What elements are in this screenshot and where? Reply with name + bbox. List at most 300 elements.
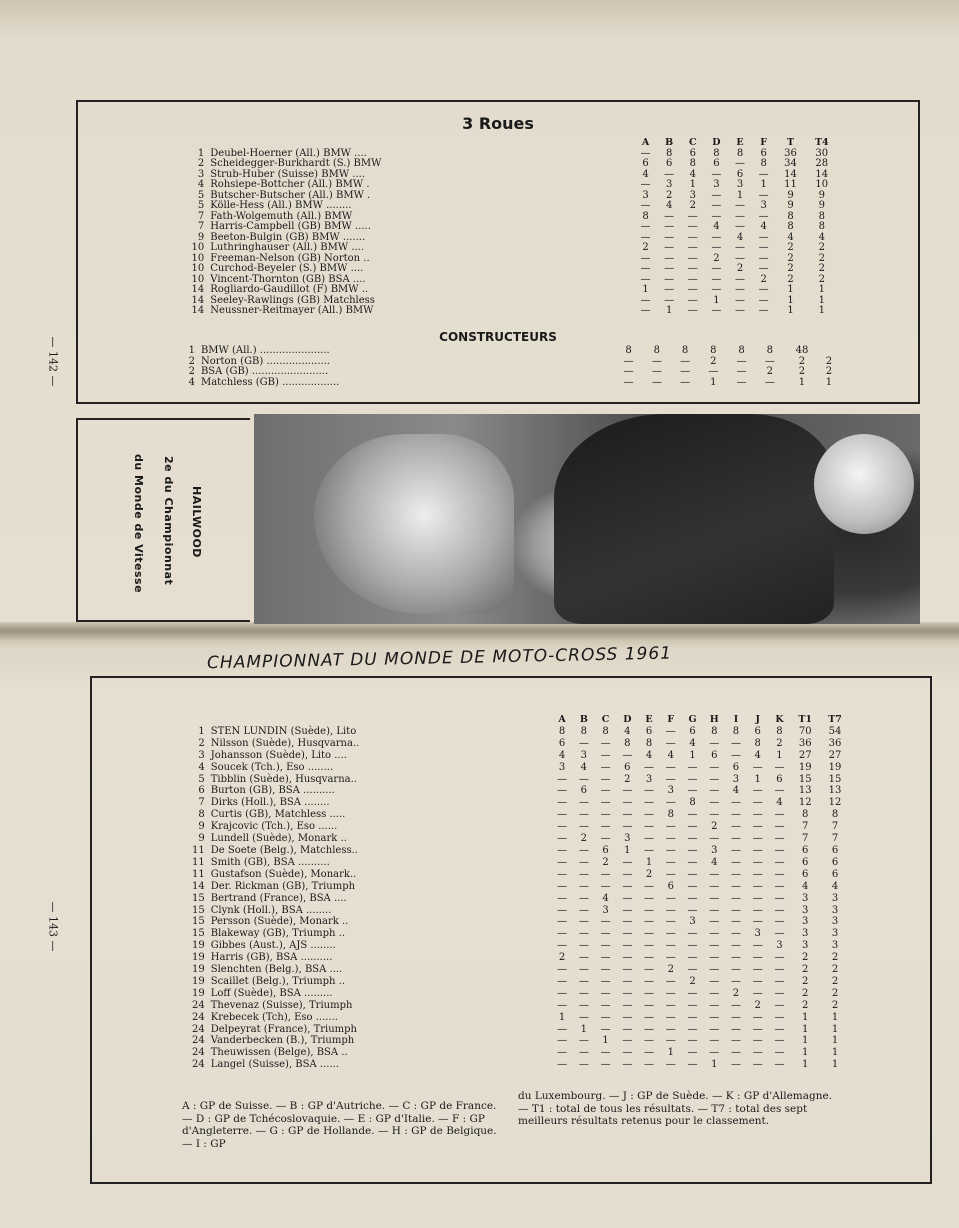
value-cell: 2 (732, 987, 740, 999)
value-cell: — (730, 952, 741, 964)
value-cell: — (600, 940, 611, 952)
value-cell: — (735, 284, 746, 295)
table-row (170, 857, 850, 869)
rank-cell: 15 (192, 904, 205, 916)
name-cell: Loff (Suède), BSA ......... (210, 987, 333, 999)
value-cell: — (709, 892, 720, 904)
value-cell: — (557, 916, 568, 928)
value-cell: — (752, 1059, 763, 1071)
value-cell: — (651, 376, 662, 388)
value-cell: — (644, 880, 655, 892)
rank-cell: 3 (197, 168, 205, 180)
value-cell: — (578, 797, 589, 809)
value-cell: — (600, 1059, 611, 1071)
value-cell: 8 (738, 345, 745, 356)
value-cell: 2 (787, 252, 794, 264)
value-cell: — (600, 737, 611, 749)
value-cell: 1 (665, 305, 673, 316)
value-cell: — (687, 904, 698, 916)
name-cell: Theuwissen (Belge), BSA .. (210, 1047, 348, 1059)
value-cell: 4 (736, 231, 744, 243)
value-cell: — (687, 964, 698, 976)
value-cell: 3 (802, 916, 809, 928)
name-cell: Gibbes (Aust.), AJS ........ (210, 940, 336, 952)
value-cell: — (711, 273, 722, 285)
value-cell: 8 (736, 147, 744, 159)
value-cell: — (644, 1011, 655, 1023)
name-cell: Blakeway (GB), Triumph .. (210, 928, 346, 940)
rank-cell: 19 (192, 964, 205, 976)
value-cell: 4 (776, 797, 783, 809)
value-cell: — (578, 1035, 589, 1047)
column-header: I (733, 714, 739, 725)
value-cell: 1 (558, 1011, 566, 1023)
value-cell: — (664, 242, 675, 253)
rank-cell: 8 (198, 809, 205, 821)
column-header: F (667, 714, 675, 725)
value-cell: — (644, 785, 655, 797)
value-cell: 14 (784, 168, 797, 180)
value-cell: — (664, 284, 675, 295)
rank-cell: 6 (198, 785, 205, 797)
rank-cell: 2 (188, 366, 195, 377)
name-cell: Soucek (Tch.), Eso ........ (210, 761, 334, 773)
value-cell: — (711, 305, 722, 316)
value-cell: — (622, 999, 633, 1011)
rank-cell: 1 (197, 147, 205, 159)
value-cell: 6 (831, 844, 839, 856)
value-cell: — (578, 844, 589, 856)
rank-cell: 15 (192, 916, 205, 928)
value-cell: 2 (754, 999, 761, 1011)
value-cell: 8 (689, 158, 696, 169)
value-cell: — (622, 809, 633, 821)
table-row (166, 222, 838, 233)
value-cell: 1 (818, 294, 825, 306)
value-cell: 4 (831, 880, 839, 892)
value-cell: 1 (645, 856, 653, 868)
column-header: T1 (798, 714, 813, 725)
rank-cell: 24 (192, 999, 205, 1011)
value-cell: 1 (787, 284, 794, 295)
value-cell: — (640, 263, 651, 274)
value-cell: — (578, 880, 589, 892)
value-cell: — (752, 940, 763, 952)
rank-cell: 19 (192, 975, 205, 987)
value-cell: — (774, 975, 785, 987)
value-cell: — (600, 1011, 611, 1023)
name-cell: De Soete (Belg.), Matchless.. (210, 844, 358, 856)
value-cell: — (622, 880, 633, 892)
value-cell: — (622, 892, 633, 904)
value-cell: 1 (831, 1023, 839, 1035)
value-cell: 2 (798, 366, 806, 377)
value-cell: — (709, 1035, 720, 1047)
value-cell: — (578, 916, 589, 928)
value-cell: 1 (831, 1035, 839, 1047)
value-cell: 4 (580, 761, 588, 773)
value-cell: 2 (831, 952, 839, 964)
value-cell: — (600, 868, 611, 880)
value-cell: — (665, 940, 676, 952)
value-cell: 2 (776, 737, 783, 749)
table-row (170, 726, 850, 738)
value-cell: — (735, 294, 746, 306)
column-header: D (712, 137, 721, 148)
name-cell: Neussner-Reitmayer (All.) BMW (210, 305, 374, 316)
table-row (170, 750, 850, 762)
table-row (170, 833, 850, 845)
value-cell: 3 (713, 179, 720, 190)
value-cell: — (758, 189, 769, 201)
value-cell: — (758, 210, 769, 222)
table-row (170, 797, 850, 809)
value-cell: 8 (558, 725, 566, 737)
value-cell: — (711, 200, 722, 211)
value-cell: — (752, 797, 763, 809)
name-cell: Clynk (Holl.), BSA ........ (210, 904, 332, 916)
value-cell: — (687, 284, 698, 295)
rank-cell: 14 (192, 880, 205, 892)
value-cell: 8 (802, 809, 809, 821)
book-fold (0, 622, 959, 640)
rank-cell: 5 (197, 200, 205, 211)
value-cell: 2 (831, 987, 839, 999)
value-cell: — (557, 797, 568, 809)
value-cell: — (730, 749, 741, 761)
value-cell: — (680, 376, 691, 388)
value-cell: 1 (818, 284, 825, 295)
value-cell: — (640, 252, 651, 264)
value-cell: — (665, 856, 676, 868)
value-cell: 8 (818, 210, 825, 222)
rank-cell: 5 (197, 189, 205, 201)
table-row (170, 821, 850, 833)
value-cell: 4 (602, 892, 609, 904)
rank-cell: 14 (191, 305, 205, 316)
value-cell: — (709, 928, 720, 940)
column-header: T7 (828, 714, 842, 725)
value-cell: 1 (689, 179, 696, 190)
value-cell: — (711, 284, 722, 295)
value-cell: 6 (665, 158, 673, 169)
rank-cell: 10 (191, 273, 205, 285)
rank-cell: 2 (198, 737, 205, 749)
caption-name: HAILWOOD (190, 486, 203, 558)
value-cell: 2 (689, 200, 696, 211)
value-cell: 1 (642, 284, 649, 295)
motocross-table (170, 714, 850, 1071)
value-cell: — (578, 1059, 589, 1071)
value-cell: — (622, 987, 633, 999)
value-cell: — (774, 856, 785, 868)
column-header: T4 (814, 137, 829, 148)
value-cell: 3 (802, 940, 809, 952)
value-cell: 36 (798, 737, 812, 749)
rank-cell: 24 (192, 1011, 205, 1023)
value-cell: 6 (754, 725, 761, 737)
value-cell: — (774, 833, 785, 845)
rank-cell: 4 (188, 376, 195, 388)
value-cell: 6 (802, 844, 809, 856)
value-cell: 3 (760, 200, 767, 211)
value-cell: 6 (831, 868, 839, 880)
value-cell: 6 (558, 737, 566, 749)
value-cell: — (600, 785, 611, 797)
value-cell: 8 (818, 221, 825, 232)
value-cell: 8 (681, 345, 689, 356)
rank-cell: 1 (198, 725, 205, 737)
rank-cell: 7 (197, 221, 205, 232)
value-cell: 3 (802, 928, 809, 940)
value-cell: — (557, 785, 568, 797)
table-row (166, 346, 838, 357)
value-cell: 8 (710, 345, 717, 356)
value-cell: — (665, 844, 676, 856)
value-cell: — (644, 761, 655, 773)
value-cell: — (557, 904, 568, 916)
value-cell: — (752, 987, 763, 999)
value-cell: — (644, 916, 655, 928)
value-cell: 1 (602, 1035, 609, 1047)
value-cell: — (730, 737, 741, 749)
value-cell: — (622, 868, 633, 880)
rider-helmet (814, 434, 914, 534)
value-cell: 27 (798, 749, 812, 761)
value-cell: — (736, 376, 747, 388)
rank-cell: 3 (198, 749, 205, 761)
value-cell: 2 (802, 975, 809, 987)
value-cell: 8 (766, 345, 774, 356)
value-cell: — (687, 252, 698, 264)
value-cell: 13 (798, 785, 812, 797)
value-cell: 2 (818, 273, 825, 285)
value-cell: 3 (624, 833, 631, 845)
value-cell: — (709, 964, 720, 976)
value-cell: 2 (802, 952, 809, 964)
value-cell: — (665, 892, 676, 904)
value-cell: — (774, 952, 785, 964)
value-cell: 6 (802, 868, 809, 880)
value-cell: — (711, 242, 722, 253)
value-cell: — (730, 797, 741, 809)
value-cell: — (687, 221, 698, 232)
name-cell: Tibblin (Suède), Husqvarna.. (210, 773, 357, 785)
value-cell: 8 (689, 797, 696, 809)
value-cell: — (644, 809, 655, 821)
value-cell: 8 (665, 147, 673, 159)
table-row (170, 893, 850, 905)
value-cell: — (665, 1011, 676, 1023)
value-cell: 3 (802, 904, 809, 916)
value-cell: — (764, 355, 775, 367)
rank-cell: 14 (191, 294, 205, 306)
value-cell: — (665, 773, 676, 785)
value-cell: 3 (732, 773, 740, 785)
rank-cell: 24 (192, 1047, 205, 1059)
value-cell: — (758, 263, 769, 274)
value-cell: — (622, 916, 633, 928)
value-cell: — (711, 189, 722, 201)
value-cell: — (709, 999, 720, 1011)
value-cell: 27 (828, 749, 842, 761)
name-cell: Rohsiepe-Bottcher (All.) BMW . (210, 179, 370, 190)
name-cell: Scaillet (Belg.), Triumph .. (210, 975, 346, 987)
value-cell: — (557, 856, 568, 868)
value-cell: 2 (818, 252, 825, 264)
value-cell: 2 (825, 355, 833, 367)
value-cell: — (557, 1059, 568, 1071)
value-cell: 3 (831, 916, 839, 928)
name-cell: Slenchten (Belg.), BSA .... (210, 964, 343, 976)
value-cell: — (687, 1023, 698, 1035)
value-cell: — (622, 904, 633, 916)
value-cell: 1 (760, 179, 767, 190)
value-cell: 6 (802, 856, 809, 868)
value-cell: — (622, 1059, 633, 1071)
value-cell: — (640, 294, 651, 306)
column-header: B (579, 714, 588, 725)
value-cell: — (665, 821, 676, 833)
value-cell: 8 (624, 737, 631, 749)
three-wheels-box (76, 100, 920, 404)
value-cell: — (622, 856, 633, 868)
value-cell: — (622, 928, 633, 940)
value-cell: 4 (760, 221, 767, 232)
value-cell: — (665, 833, 676, 845)
value-cell: — (774, 785, 785, 797)
name-cell: Matchless (GB) .................. (200, 376, 340, 388)
value-cell: 8 (711, 725, 718, 737)
value-cell: — (665, 999, 676, 1011)
value-cell: — (557, 809, 568, 821)
value-cell: 8 (667, 809, 674, 821)
value-cell: 7 (802, 821, 809, 833)
value-cell: — (709, 833, 720, 845)
value-cell: — (644, 952, 655, 964)
table-row (170, 1000, 850, 1012)
value-cell: 2 (825, 366, 833, 377)
value-cell: — (622, 975, 633, 987)
value-cell: — (709, 940, 720, 952)
value-cell: 4 (624, 725, 631, 737)
value-cell: — (665, 761, 676, 773)
value-cell: — (600, 1047, 611, 1059)
name-cell: Burton (GB), BSA .......... (210, 785, 335, 797)
value-cell: 6 (713, 158, 720, 169)
value-cell: 2 (787, 273, 794, 285)
value-cell: 2 (831, 975, 839, 987)
value-cell: — (730, 928, 741, 940)
value-cell: — (600, 999, 611, 1011)
value-cell: 1 (787, 305, 794, 316)
page-number-top: — 142 — (46, 336, 60, 387)
value-cell: 6 (689, 147, 696, 159)
motocross-title: CHAMPIONNAT DU MONDE DE MOTO-CROSS 1961 (206, 643, 673, 674)
value-cell: — (557, 987, 568, 999)
value-cell: 1 (710, 376, 717, 388)
table-row (170, 976, 850, 988)
value-cell: 3 (754, 928, 761, 940)
value-cell: — (752, 916, 763, 928)
value-cell: — (709, 1011, 720, 1023)
value-cell: — (665, 725, 676, 737)
value-cell: — (665, 952, 676, 964)
value-cell: — (709, 761, 720, 773)
value-cell: — (644, 999, 655, 1011)
table-row (170, 1024, 850, 1036)
value-cell: — (644, 797, 655, 809)
rank-cell: 5 (198, 773, 205, 785)
value-cell: 3 (711, 844, 718, 856)
table-row (170, 1047, 850, 1059)
rank-cell: 7 (198, 797, 205, 809)
value-cell: — (709, 797, 720, 809)
value-cell: — (557, 1023, 568, 1035)
column-header: K (775, 714, 784, 725)
value-cell: — (758, 284, 769, 295)
column-header: E (645, 714, 653, 725)
value-cell: — (578, 975, 589, 987)
value-cell: — (664, 273, 675, 285)
name-cell: Kölle-Hess (All.) BMW ........ (210, 200, 352, 211)
value-cell: 4 (558, 749, 566, 761)
value-cell: 3 (667, 785, 674, 797)
value-cell: — (774, 880, 785, 892)
value-cell: — (664, 168, 675, 180)
value-cell: — (640, 273, 651, 285)
value-cell: 6 (667, 880, 674, 892)
table-row (170, 916, 850, 928)
rank-cell: 14 (191, 284, 205, 295)
value-cell: — (557, 773, 568, 785)
value-cell: — (687, 809, 698, 821)
value-cell: 1 (825, 376, 833, 388)
value-cell: — (665, 868, 676, 880)
value-cell: — (730, 868, 741, 880)
value-cell: 1 (802, 1047, 809, 1059)
value-cell: 2 (818, 242, 825, 253)
column-header: T (786, 137, 795, 148)
rank-cell: 24 (192, 1023, 205, 1035)
value-cell: 2 (642, 242, 649, 253)
value-cell: — (644, 892, 655, 904)
value-cell: — (557, 975, 568, 987)
table-row (170, 738, 850, 750)
value-cell: 10 (815, 179, 829, 190)
value-cell: — (578, 952, 589, 964)
value-cell: — (774, 916, 785, 928)
value-cell: 9 (818, 189, 825, 201)
value-cell: 2 (736, 263, 744, 274)
value-cell: — (736, 366, 747, 377)
value-cell: — (687, 263, 698, 274)
value-cell: — (687, 210, 698, 222)
value-cell: — (730, 1023, 741, 1035)
value-cell: — (680, 366, 691, 377)
rank-cell: 19 (192, 952, 205, 964)
value-cell: — (622, 940, 633, 952)
value-cell: — (578, 809, 589, 821)
value-cell: — (665, 975, 676, 987)
value-cell: — (600, 821, 611, 833)
value-cell: 9 (787, 200, 794, 211)
name-cell: Luthringhauser (All.) BMW .... (210, 242, 365, 253)
value-cell: — (774, 1011, 785, 1023)
value-cell: 2 (645, 868, 653, 880)
name-cell: Gustafson (Suède), Monark.. (210, 868, 357, 880)
value-cell: — (752, 1035, 763, 1047)
